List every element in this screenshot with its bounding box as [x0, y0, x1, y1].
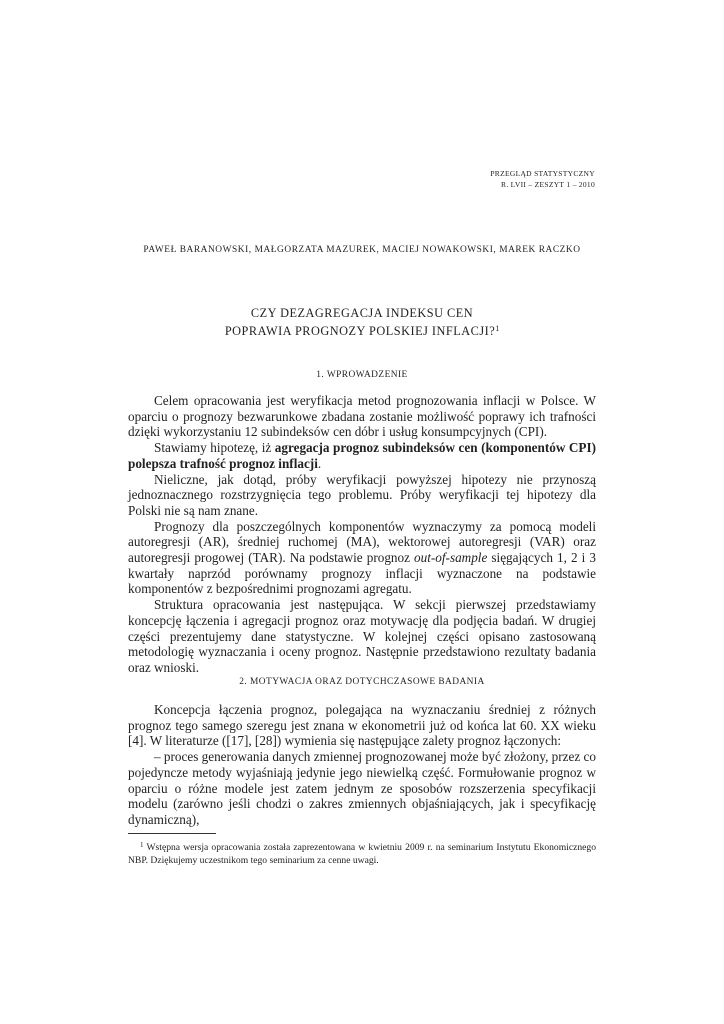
- hypothesis-bold: agregacja prognoz subindeksów cen (komponentów CPI) polepsza trafność prognoz inflacji: [128, 440, 596, 471]
- title-line-2: [0, 321, 724, 339]
- journal-issue: R. LVII – ZESZYT 1 – 2010: [501, 180, 595, 189]
- section-2-body: [128, 702, 596, 828]
- footnote-mark: 1: [140, 841, 144, 849]
- footnote-rule: [128, 833, 216, 834]
- paragraph: Koncepcja łączenia prognoz, polegająca na wyznaczaniu średniej z różnych prognoz tego samego szeregu jest znana w ekonometrii już od końca lat 60. XX wieku [4]. W literaturze ([17], [28]) wymienia się następujące zalety prognoz łączonych:: [128, 702, 596, 749]
- hypothesis-lead: Stawiamy hipotezę, iż: [154, 440, 275, 456]
- title-line-1: CZY DEZAGREGACJA INDEKSU CEN: [250, 306, 474, 320]
- paragraph: Nieliczne, jak dotąd, próby weryfikacji powyższej hipotezy nie przynoszą jednoznacznego rozstrzygnięcia tego problemu. Próby weryfikacji tej hipotezy dla Polski nie są nam znane.: [128, 471, 596, 518]
- paragraph-hypothesis: [128, 440, 596, 471]
- section-1-heading: 1. WPROWADZENIE: [316, 370, 408, 380]
- paragraph: Struktura opracowania jest następująca. W sekcji pierwszej przedstawiamy koncepcję łączenia i agregacji prognoz oraz motywację dla podjęcia badań. W drugiej części prezentujemy dane statystyczne. W kolejnej części opisano zastosowaną metodologię wyznaczania i oceny prognoz. Następnie przedstawiono rezultaty badania oraz wnioski.: [128, 597, 596, 675]
- paragraph: Celem opracowania jest weryfikacja metod prognozowania inflacji w Polsce. W oparciu o prognozy bezwarunkowe zbadana zostanie możliwość poprawy ich trafności dzięki wykorzystaniu 12 subindeksów cen dóbr i usług konsumpcyjnych (CPI).: [128, 393, 596, 440]
- title-line-2-text: POPRAWIA PROGNOZY POLSKIEJ INFLACJI?: [224, 324, 496, 338]
- title-footnote-mark[interactable]: 1: [495, 324, 500, 333]
- models-text-b: sięgających 1, 2 i 3 kwartały naprzód porównamy prognozy inflacji wyznaczone na podstawie komponentów z bezpośrednimi prognozami agregatu.: [128, 550, 597, 597]
- journal-name: PRZEGLĄD STATYSTYCZNY: [490, 169, 595, 178]
- journal-header: [490, 168, 595, 190]
- footnote-text: Wstępna wersja opracowania została zaprezentowana w kwietniu 2009 r. na seminarium Instytutu Ekonomicznego NBP. Dziękujemy uczestnikom tego seminarium za cenne uwagi.: [128, 842, 596, 866]
- section-2-heading: 2. MOTYWACJA ORAZ DOTYCHCZASOWE BADANIA: [239, 677, 485, 687]
- paper-title: [0, 306, 724, 339]
- paragraph-bullet: – proces generowania danych zmiennej prognozowanej może być złożony, przez co pojedyncze metody wyjaśniają jedynie jego niewielką część. Formułowanie prognoz w oparciu o różne modele jest zatem jednym ze sposobów rozszerzenia specyfikacji modelu (zarówno jeśli chodzi o zakres zmiennych objaśniających, jak i specyfikację dynamiczną),: [128, 749, 596, 827]
- section-1-body: [128, 393, 596, 676]
- models-text-a: Prognozy dla poszczególnych komponentów wyznaczymy za pomocą modeli autoregresji (AR), średniej ruchomej (MA), wektorowej autoregresji (VAR) oraz autoregresji progowej (TAR). Na podstawie prognoz: [128, 518, 596, 566]
- models-italic: out-of-sample: [414, 550, 488, 566]
- footnote: [128, 839, 596, 867]
- hypothesis-end: .: [317, 455, 322, 471]
- authors: PAWEŁ BARANOWSKI, MAŁGORZATA MAZUREK, MACIEJ NOWAKOWSKI, MAREK RACZKO: [143, 245, 581, 255]
- paragraph-models: [128, 519, 596, 598]
